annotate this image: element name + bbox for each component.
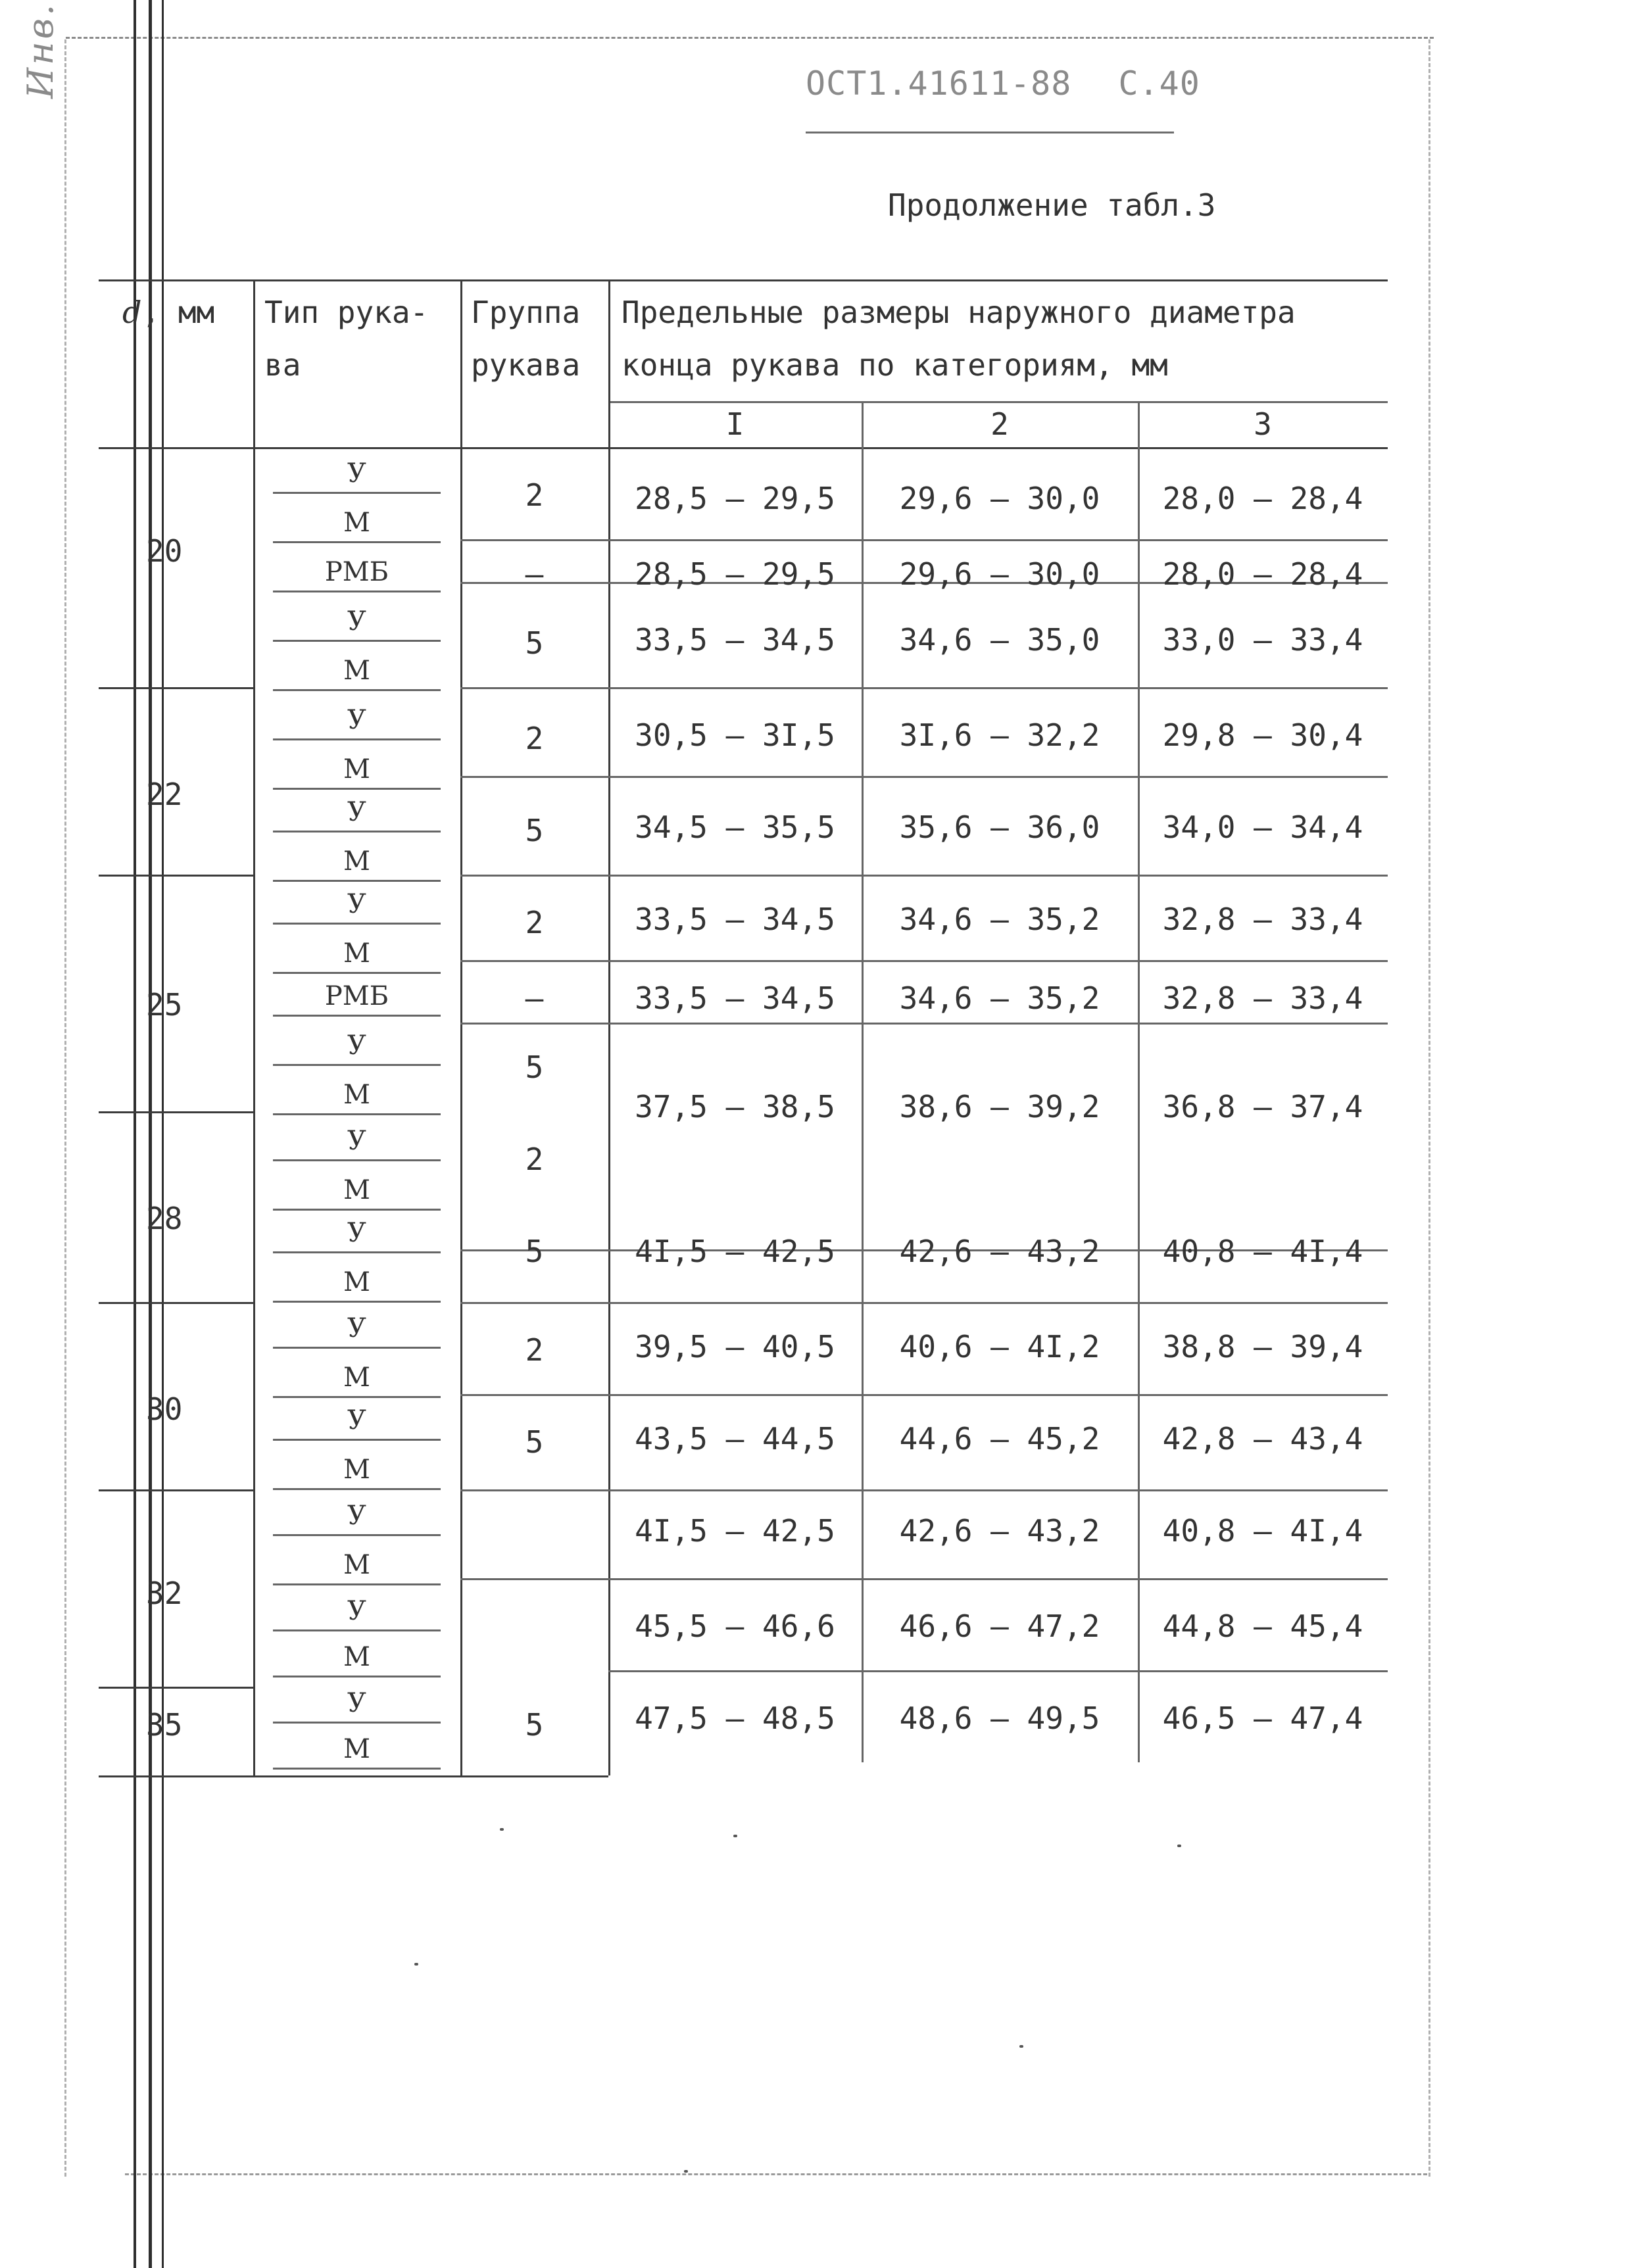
scan-speck bbox=[1019, 2045, 1023, 2048]
diameter-rule bbox=[99, 875, 253, 877]
row-rule bbox=[460, 687, 1388, 689]
row-rule bbox=[460, 1023, 1388, 1025]
hose-type-cell: М bbox=[343, 1734, 370, 1764]
value-category-2: 48,6 – 49,5 bbox=[899, 1701, 1100, 1736]
header-category-1: I bbox=[725, 406, 744, 442]
hose-type-cell: У bbox=[347, 797, 366, 827]
value-category-2: 29,6 – 30,0 bbox=[899, 556, 1100, 592]
value-category-3: 44,8 – 45,4 bbox=[1162, 1608, 1363, 1644]
row-rule bbox=[608, 1670, 1388, 1672]
hose-type-cell: У bbox=[347, 705, 366, 735]
header-d bbox=[122, 295, 215, 330]
table-bottom-rule bbox=[99, 1775, 608, 1777]
binder-line bbox=[134, 0, 136, 2268]
value-category-2: 42,6 – 43,2 bbox=[899, 1234, 1100, 1269]
diameter-cell: 22 bbox=[146, 777, 183, 812]
hose-type-cell: У bbox=[347, 606, 366, 637]
diameter-rule bbox=[99, 1302, 253, 1304]
value-category-3: 46,5 – 47,4 bbox=[1162, 1701, 1363, 1736]
binder-line bbox=[162, 0, 164, 2268]
scan-speck bbox=[684, 2170, 688, 2173]
type-underline bbox=[273, 923, 441, 925]
type-underline bbox=[273, 1534, 441, 1536]
type-underline bbox=[273, 1159, 441, 1161]
scan-left-border bbox=[64, 39, 66, 2177]
value-category-3: 32,8 – 33,4 bbox=[1162, 980, 1363, 1016]
type-underline bbox=[273, 738, 441, 740]
type-underline bbox=[273, 1488, 441, 1490]
column-rule bbox=[1138, 401, 1140, 1762]
type-underline bbox=[273, 541, 441, 543]
type-underline bbox=[273, 1722, 441, 1724]
value-category-1: 30,5 – 3I,5 bbox=[635, 717, 835, 753]
hose-type-cell: У bbox=[347, 458, 366, 489]
row-rule bbox=[460, 1302, 1388, 1304]
type-underline bbox=[273, 788, 441, 790]
hose-type-cell: У bbox=[347, 1313, 366, 1343]
document-code-text: ОСТ1.41611-88 bbox=[806, 64, 1072, 103]
group-cell: 2 bbox=[525, 1332, 544, 1368]
type-underline bbox=[273, 1439, 441, 1441]
value-category-1: 39,5 – 40,5 bbox=[635, 1329, 835, 1364]
type-underline bbox=[273, 1583, 441, 1585]
scan-speck bbox=[414, 1963, 418, 1966]
hose-type-cell: У bbox=[347, 1126, 366, 1156]
header-bottom-rule bbox=[99, 447, 1388, 449]
scan-right-border bbox=[1428, 39, 1430, 2177]
row-rule bbox=[460, 539, 1388, 541]
hose-type-cell: У bbox=[347, 1218, 366, 1248]
scan-speck bbox=[733, 1835, 737, 1837]
hose-type-cell: У bbox=[347, 1405, 366, 1436]
group-cell: 5 bbox=[525, 1707, 544, 1743]
diameter-cell: 32 bbox=[146, 1576, 183, 1611]
row-rule bbox=[460, 875, 1388, 877]
value-category-3: 33,0 – 33,4 bbox=[1162, 622, 1363, 658]
hose-type-cell: М bbox=[343, 754, 370, 784]
type-underline bbox=[273, 1676, 441, 1677]
type-underline bbox=[273, 640, 441, 642]
type-underline bbox=[273, 880, 441, 882]
hose-type-cell: М bbox=[343, 1550, 370, 1580]
value-category-2: 42,6 – 43,2 bbox=[899, 1513, 1100, 1549]
row-rule bbox=[460, 1394, 1388, 1396]
hose-type-cell: У bbox=[347, 1501, 366, 1531]
header-limits-line2: конца рукава по категориям, мм bbox=[622, 347, 1168, 383]
value-category-3: 40,8 – 4I,4 bbox=[1162, 1234, 1363, 1269]
diameter-cell: 20 bbox=[146, 533, 183, 569]
sheet-number: С.40 bbox=[1118, 64, 1200, 103]
hose-type-cell: М bbox=[343, 1455, 370, 1485]
value-category-3: 32,8 – 33,4 bbox=[1162, 902, 1363, 937]
value-category-1: 43,5 – 44,5 bbox=[635, 1421, 835, 1457]
value-category-2: 3I,6 – 32,2 bbox=[899, 717, 1100, 753]
value-category-3: 36,8 – 37,4 bbox=[1162, 1089, 1363, 1124]
hose-type-cell: У bbox=[347, 889, 366, 919]
value-category-1: 34,5 – 35,5 bbox=[635, 809, 835, 845]
group-cell: 5 bbox=[525, 1234, 544, 1269]
scan-speck bbox=[1177, 1845, 1181, 1847]
type-underline bbox=[273, 591, 441, 592]
value-category-1: 37,5 – 38,5 bbox=[635, 1089, 835, 1124]
header-rule bbox=[608, 401, 1388, 403]
value-category-2: 44,6 – 45,2 bbox=[899, 1421, 1100, 1457]
value-category-1: 4I,5 – 42,5 bbox=[635, 1234, 835, 1269]
group-cell: 2 bbox=[525, 1142, 544, 1177]
group-cell: – bbox=[525, 556, 544, 592]
type-underline bbox=[273, 689, 441, 691]
value-category-2: 35,6 – 36,0 bbox=[899, 809, 1100, 845]
group-cell: 2 bbox=[525, 905, 544, 940]
value-category-1: 28,5 – 29,5 bbox=[635, 556, 835, 592]
row-rule bbox=[460, 776, 1388, 778]
scan-top-border bbox=[66, 37, 1434, 39]
header-limits-line1: Предельные размеры наружного диаметра bbox=[622, 295, 1296, 330]
hose-type-cell: М bbox=[343, 1267, 370, 1297]
group-cell: 5 bbox=[525, 625, 544, 661]
value-category-2: 29,6 – 30,0 bbox=[899, 481, 1100, 516]
type-underline bbox=[273, 1113, 441, 1115]
group-cell: 2 bbox=[525, 721, 544, 756]
group-cell: 5 bbox=[525, 1424, 544, 1460]
hose-type-cell: М bbox=[343, 1175, 370, 1205]
hose-type-cell: У bbox=[347, 1596, 366, 1626]
diameter-rule bbox=[99, 1111, 253, 1113]
margin-note: Инв. bbox=[20, 1, 61, 99]
header-d-unit: , мм bbox=[141, 295, 215, 330]
type-underline bbox=[273, 492, 441, 494]
hose-type-cell: М bbox=[343, 656, 370, 686]
row-rule bbox=[460, 1578, 1388, 1580]
value-category-1: 4I,5 – 42,5 bbox=[635, 1513, 835, 1549]
value-category-1: 47,5 – 48,5 bbox=[635, 1701, 835, 1736]
value-category-1: 45,5 – 46,6 bbox=[635, 1608, 835, 1644]
value-category-3: 40,8 – 4I,4 bbox=[1162, 1513, 1363, 1549]
diameter-rule bbox=[99, 687, 253, 689]
document-code-underline bbox=[806, 132, 1174, 133]
value-category-2: 34,6 – 35,0 bbox=[899, 622, 1100, 658]
header-group-line2: рукава bbox=[471, 347, 581, 383]
value-category-3: 28,0 – 28,4 bbox=[1162, 556, 1363, 592]
value-category-1: 33,5 – 34,5 bbox=[635, 622, 835, 658]
group-cell: 5 bbox=[525, 1050, 544, 1085]
group-cell: 2 bbox=[525, 477, 544, 513]
value-category-3: 42,8 – 43,4 bbox=[1162, 1421, 1363, 1457]
hose-type-cell: РМБ bbox=[324, 557, 389, 587]
header-category-3: 3 bbox=[1254, 406, 1272, 442]
table-caption: Продолжение табл.3 bbox=[888, 187, 1216, 223]
diameter-cell: 25 bbox=[146, 987, 183, 1023]
value-category-2: 38,6 – 39,2 bbox=[899, 1089, 1100, 1124]
value-category-3: 28,0 – 28,4 bbox=[1162, 481, 1363, 516]
type-underline bbox=[273, 831, 441, 832]
diameter-cell: 28 bbox=[146, 1201, 183, 1236]
header-category-2: 2 bbox=[990, 406, 1009, 442]
value-category-1: 33,5 – 34,5 bbox=[635, 902, 835, 937]
hose-type-cell: М bbox=[343, 508, 370, 538]
document-code bbox=[806, 64, 1200, 103]
value-category-1: 33,5 – 34,5 bbox=[635, 980, 835, 1016]
diameter-cell: 35 bbox=[146, 1707, 183, 1743]
value-category-2: 34,6 – 35,2 bbox=[899, 902, 1100, 937]
column-rule bbox=[253, 279, 255, 1775]
scan-bottom-border bbox=[125, 2173, 1427, 2175]
diameter-rule bbox=[99, 447, 253, 449]
header-d-symbol: d bbox=[122, 295, 142, 330]
type-underline bbox=[273, 1396, 441, 1398]
type-underline bbox=[273, 1629, 441, 1631]
header-type-line2: ва bbox=[264, 347, 301, 383]
hose-type-cell: М bbox=[343, 1363, 370, 1393]
value-category-2: 40,6 – 4I,2 bbox=[899, 1329, 1100, 1364]
column-rule bbox=[862, 401, 864, 1762]
hose-type-cell: М bbox=[343, 1642, 370, 1672]
type-underline bbox=[273, 1251, 441, 1253]
hose-type-cell: М bbox=[343, 938, 370, 969]
hose-type-cell: М bbox=[343, 1080, 370, 1110]
row-rule bbox=[460, 1489, 1388, 1491]
type-underline bbox=[273, 1064, 441, 1066]
hose-type-cell: РМБ bbox=[324, 981, 389, 1011]
type-underline bbox=[273, 1209, 441, 1211]
group-cell: 5 bbox=[525, 813, 544, 848]
value-category-2: 46,6 – 47,2 bbox=[899, 1608, 1100, 1644]
value-category-3: 29,8 – 30,4 bbox=[1162, 717, 1363, 753]
group-cell: – bbox=[525, 980, 544, 1016]
header-type-line1: Тип рука- bbox=[264, 295, 429, 330]
type-underline bbox=[273, 1768, 441, 1770]
scan-speck bbox=[500, 1828, 504, 1831]
header-group-line1: Группа bbox=[471, 295, 581, 330]
hose-type-cell: У bbox=[347, 1030, 366, 1061]
hose-type-cell: М bbox=[343, 846, 370, 877]
type-underline bbox=[273, 972, 441, 974]
value-category-1: 28,5 – 29,5 bbox=[635, 481, 835, 516]
diameter-rule bbox=[99, 1489, 253, 1491]
hose-type-cell: У bbox=[347, 1688, 366, 1718]
value-category-2: 34,6 – 35,2 bbox=[899, 980, 1100, 1016]
row-rule bbox=[460, 960, 1388, 962]
diameter-rule bbox=[99, 1687, 253, 1689]
type-underline bbox=[273, 1301, 441, 1303]
value-category-3: 34,0 – 34,4 bbox=[1162, 809, 1363, 845]
binder-line bbox=[149, 0, 152, 2268]
type-underline bbox=[273, 1347, 441, 1349]
value-category-3: 38,8 – 39,4 bbox=[1162, 1329, 1363, 1364]
type-underline bbox=[273, 1015, 441, 1017]
diameter-cell: 30 bbox=[146, 1391, 183, 1427]
table-top-rule bbox=[99, 279, 1388, 281]
